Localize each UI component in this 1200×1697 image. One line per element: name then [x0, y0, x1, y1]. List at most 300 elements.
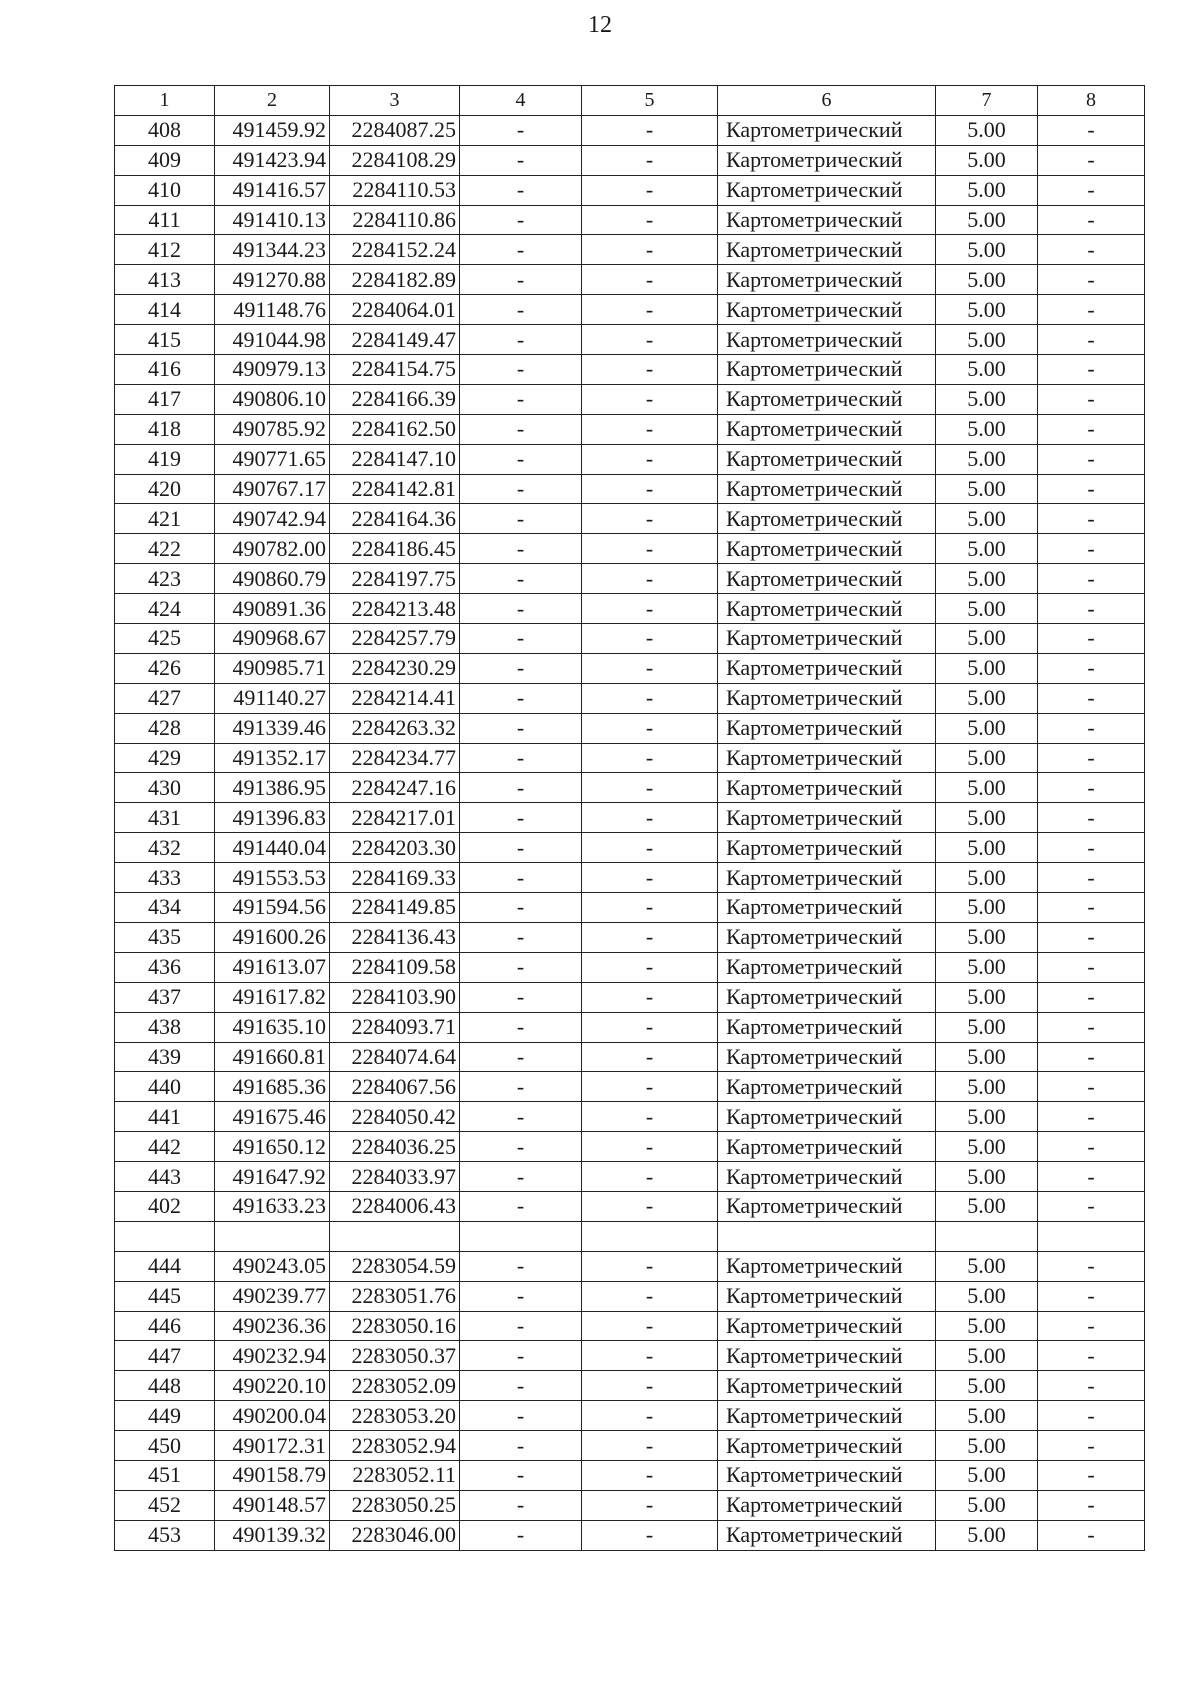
table-row — [115, 653, 1145, 683]
x-coordinate-cell: 491339.46 — [215, 713, 330, 743]
column-5-cell: - — [582, 1520, 718, 1550]
table-row — [115, 1132, 1145, 1162]
column-4-cell: - — [460, 1191, 582, 1221]
column-5-cell: - — [582, 115, 718, 145]
table-row — [115, 1401, 1145, 1431]
accuracy-cell: 5.00 — [936, 594, 1038, 624]
column-8-cell: - — [1038, 653, 1145, 683]
x-coordinate-cell: 490239.77 — [215, 1281, 330, 1311]
column-5-cell: - — [582, 1460, 718, 1490]
y-coordinate-cell: 2284050.42 — [330, 1102, 460, 1132]
x-coordinate-cell: 491344.23 — [215, 235, 330, 265]
column-8-cell: - — [1038, 952, 1145, 982]
column-8-cell: - — [1038, 624, 1145, 654]
column-4-cell: - — [460, 474, 582, 504]
column-8-cell: - — [1038, 713, 1145, 743]
point-number-cell: 445 — [115, 1281, 215, 1311]
column-4-cell: - — [460, 773, 582, 803]
column-8-cell: - — [1038, 922, 1145, 952]
table-header-row — [115, 86, 1145, 116]
table-row — [115, 414, 1145, 444]
point-number-cell: 419 — [115, 444, 215, 474]
column-4-cell: - — [460, 1132, 582, 1162]
method-cell: Картометрический — [718, 952, 936, 982]
method-cell: Картометрический — [718, 1371, 936, 1401]
table-row — [115, 743, 1145, 773]
column-4-cell: - — [460, 863, 582, 893]
point-number-cell: 446 — [115, 1311, 215, 1341]
column-8-cell: - — [1038, 773, 1145, 803]
y-coordinate-cell: 2284164.36 — [330, 504, 460, 534]
column-8-cell: - — [1038, 534, 1145, 564]
point-number-cell: 442 — [115, 1132, 215, 1162]
column-8-cell: - — [1038, 1191, 1145, 1221]
x-coordinate-cell: 490148.57 — [215, 1490, 330, 1520]
column-8-cell: - — [1038, 1072, 1145, 1102]
table-row — [115, 1311, 1145, 1341]
column-4-cell: - — [460, 683, 582, 713]
y-coordinate-cell: 2283051.76 — [330, 1281, 460, 1311]
column-5-cell: - — [582, 653, 718, 683]
column-5-cell: - — [582, 713, 718, 743]
column-5-cell: - — [582, 235, 718, 265]
column-header: 7 — [936, 86, 1038, 116]
point-number-cell: 418 — [115, 414, 215, 444]
accuracy-cell: 5.00 — [936, 1102, 1038, 1132]
accuracy-cell: 5.00 — [936, 1490, 1038, 1520]
column-4-cell: - — [460, 743, 582, 773]
y-coordinate-cell: 2283050.16 — [330, 1311, 460, 1341]
accuracy-cell: 5.00 — [936, 414, 1038, 444]
x-coordinate-cell: 491423.94 — [215, 145, 330, 175]
accuracy-cell: 5.00 — [936, 1162, 1038, 1192]
y-coordinate-cell: 2284147.10 — [330, 444, 460, 474]
y-coordinate-cell: 2284036.25 — [330, 1132, 460, 1162]
point-number-cell: 431 — [115, 803, 215, 833]
table-row — [115, 1520, 1145, 1550]
y-coordinate-cell: 2283050.37 — [330, 1341, 460, 1371]
accuracy-cell: 5.00 — [936, 1042, 1038, 1072]
method-cell: Картометрический — [718, 922, 936, 952]
x-coordinate-cell: 491386.95 — [215, 773, 330, 803]
column-5-cell: - — [582, 175, 718, 205]
column-4-cell: - — [460, 384, 582, 414]
method-cell: Картометрический — [718, 833, 936, 863]
table-row — [115, 922, 1145, 952]
column-4-cell: - — [460, 1072, 582, 1102]
column-5-cell: - — [582, 265, 718, 295]
column-8-cell: - — [1038, 1311, 1145, 1341]
accuracy-cell: 5.00 — [936, 833, 1038, 863]
column-5-cell: - — [582, 504, 718, 534]
accuracy-cell: 5.00 — [936, 474, 1038, 504]
column-5-cell: - — [582, 444, 718, 474]
column-header: 3 — [330, 86, 460, 116]
column-5-cell: - — [582, 1281, 718, 1311]
method-cell: Картометрический — [718, 115, 936, 145]
table-row — [115, 1460, 1145, 1490]
point-number-cell: 439 — [115, 1042, 215, 1072]
column-8-cell: - — [1038, 1132, 1145, 1162]
y-coordinate-cell: 2283052.09 — [330, 1371, 460, 1401]
accuracy-cell: 5.00 — [936, 803, 1038, 833]
accuracy-cell: 5.00 — [936, 1012, 1038, 1042]
accuracy-cell: 5.00 — [936, 115, 1038, 145]
column-4-cell: - — [460, 594, 582, 624]
point-number-cell: 420 — [115, 474, 215, 504]
column-8-cell: - — [1038, 175, 1145, 205]
column-8-cell: - — [1038, 893, 1145, 923]
column-8-cell: - — [1038, 474, 1145, 504]
column-5-cell: - — [582, 922, 718, 952]
column-4-cell: - — [460, 265, 582, 295]
column-8-cell: - — [1038, 1520, 1145, 1550]
y-coordinate-cell: 2284108.29 — [330, 145, 460, 175]
column-4-cell: - — [460, 145, 582, 175]
y-coordinate-cell: 2284162.50 — [330, 414, 460, 444]
point-number-cell: 402 — [115, 1191, 215, 1221]
column-4-cell: - — [460, 982, 582, 1012]
method-cell: Картометрический — [718, 713, 936, 743]
column-8-cell: - — [1038, 295, 1145, 325]
table-row — [115, 325, 1145, 355]
table-row — [115, 384, 1145, 414]
method-cell: Картометрический — [718, 773, 936, 803]
accuracy-cell: 5.00 — [936, 922, 1038, 952]
point-number-cell: 440 — [115, 1072, 215, 1102]
column-8-cell: - — [1038, 355, 1145, 385]
y-coordinate-cell: 2284093.71 — [330, 1012, 460, 1042]
table-row — [115, 265, 1145, 295]
accuracy-cell: 5.00 — [936, 1281, 1038, 1311]
point-number-cell: 413 — [115, 265, 215, 295]
y-coordinate-cell: 2284110.86 — [330, 205, 460, 235]
accuracy-cell: 5.00 — [936, 653, 1038, 683]
accuracy-cell: 5.00 — [936, 1371, 1038, 1401]
table-body — [115, 115, 1145, 1550]
column-4-cell: - — [460, 893, 582, 923]
point-number-cell: 417 — [115, 384, 215, 414]
point-number-cell: 411 — [115, 205, 215, 235]
y-coordinate-cell: 2283052.11 — [330, 1460, 460, 1490]
column-header: 8 — [1038, 86, 1145, 116]
x-coordinate-cell: 491440.04 — [215, 833, 330, 863]
x-coordinate-cell: 490172.31 — [215, 1431, 330, 1461]
y-coordinate-cell: 2284217.01 — [330, 803, 460, 833]
point-number-cell: 409 — [115, 145, 215, 175]
accuracy-cell: 5.00 — [936, 235, 1038, 265]
column-5-cell: - — [582, 594, 718, 624]
x-coordinate-cell: 491613.07 — [215, 952, 330, 982]
column-5-cell: - — [582, 145, 718, 175]
column-5-cell: - — [582, 1132, 718, 1162]
x-coordinate-cell: 491635.10 — [215, 1012, 330, 1042]
column-4-cell: - — [460, 414, 582, 444]
column-header: 6 — [718, 86, 936, 116]
column-8-cell: - — [1038, 1102, 1145, 1132]
y-coordinate-cell: 2284087.25 — [330, 115, 460, 145]
table-row — [115, 594, 1145, 624]
x-coordinate-cell: 490158.79 — [215, 1460, 330, 1490]
column-5-cell: - — [582, 1341, 718, 1371]
accuracy-cell: 5.00 — [936, 534, 1038, 564]
x-coordinate-cell: 490985.71 — [215, 653, 330, 683]
column-5-cell: - — [582, 893, 718, 923]
y-coordinate-cell: 2284166.39 — [330, 384, 460, 414]
accuracy-cell: 5.00 — [936, 1311, 1038, 1341]
column-4-cell: - — [460, 1311, 582, 1341]
table-row — [115, 952, 1145, 982]
column-8-cell — [1038, 1221, 1145, 1251]
column-4-cell: - — [460, 1520, 582, 1550]
accuracy-cell: 5.00 — [936, 564, 1038, 594]
column-8-cell: - — [1038, 1490, 1145, 1520]
table-row — [115, 982, 1145, 1012]
method-cell: Картометрический — [718, 295, 936, 325]
x-coordinate-cell: 491617.82 — [215, 982, 330, 1012]
table-row — [115, 1191, 1145, 1221]
method-cell: Картометрический — [718, 564, 936, 594]
x-coordinate-cell: 490200.04 — [215, 1401, 330, 1431]
point-number-cell: 430 — [115, 773, 215, 803]
x-coordinate-cell: 491650.12 — [215, 1132, 330, 1162]
column-8-cell: - — [1038, 1371, 1145, 1401]
y-coordinate-cell: 2284263.32 — [330, 713, 460, 743]
column-5-cell: - — [582, 205, 718, 235]
column-8-cell: - — [1038, 743, 1145, 773]
column-5-cell: - — [582, 833, 718, 863]
table-row — [115, 1072, 1145, 1102]
point-number-cell: 423 — [115, 564, 215, 594]
column-5-cell: - — [582, 1042, 718, 1072]
table-row — [115, 115, 1145, 145]
table-row — [115, 474, 1145, 504]
column-8-cell: - — [1038, 564, 1145, 594]
x-coordinate-cell: 491416.57 — [215, 175, 330, 205]
method-cell: Картометрический — [718, 1311, 936, 1341]
method-cell: Картометрический — [718, 1072, 936, 1102]
point-number-cell: 421 — [115, 504, 215, 534]
column-5-cell: - — [582, 1371, 718, 1401]
page-number: 12 — [588, 12, 612, 38]
column-4-cell: - — [460, 504, 582, 534]
column-5-cell: - — [582, 414, 718, 444]
column-4-cell: - — [460, 295, 582, 325]
method-cell: Картометрический — [718, 1401, 936, 1431]
column-8-cell: - — [1038, 414, 1145, 444]
point-number-cell: 436 — [115, 952, 215, 982]
accuracy-cell: 5.00 — [936, 1520, 1038, 1550]
x-coordinate-cell: 490979.13 — [215, 355, 330, 385]
column-4-cell: - — [460, 355, 582, 385]
point-number-cell: 416 — [115, 355, 215, 385]
method-cell: Картометрический — [718, 863, 936, 893]
accuracy-cell: 5.00 — [936, 444, 1038, 474]
point-number-cell: 433 — [115, 863, 215, 893]
method-cell: Картометрический — [718, 474, 936, 504]
x-coordinate-cell: 491140.27 — [215, 683, 330, 713]
table-row — [115, 534, 1145, 564]
method-cell — [718, 1221, 936, 1251]
column-8-cell: - — [1038, 1431, 1145, 1461]
table-row — [115, 1162, 1145, 1192]
column-8-cell: - — [1038, 594, 1145, 624]
column-5-cell: - — [582, 773, 718, 803]
column-5-cell: - — [582, 534, 718, 564]
x-coordinate-cell: 491270.88 — [215, 265, 330, 295]
accuracy-cell: 5.00 — [936, 1132, 1038, 1162]
table-row — [115, 175, 1145, 205]
column-5-cell: - — [582, 564, 718, 594]
point-number-cell: 427 — [115, 683, 215, 713]
point-number-cell: 435 — [115, 922, 215, 952]
method-cell: Картометрический — [718, 414, 936, 444]
table-row — [115, 1281, 1145, 1311]
x-coordinate-cell: 490891.36 — [215, 594, 330, 624]
column-5-cell: - — [582, 1401, 718, 1431]
accuracy-cell: 5.00 — [936, 893, 1038, 923]
column-4-cell: - — [460, 833, 582, 863]
column-5-cell: - — [582, 743, 718, 773]
y-coordinate-cell: 2284234.77 — [330, 743, 460, 773]
point-number-cell: 452 — [115, 1490, 215, 1520]
table-row — [115, 205, 1145, 235]
y-coordinate-cell: 2284074.64 — [330, 1042, 460, 1072]
x-coordinate-cell: 490236.36 — [215, 1311, 330, 1341]
column-8-cell: - — [1038, 325, 1145, 355]
method-cell: Картометрический — [718, 743, 936, 773]
column-5-cell: - — [582, 803, 718, 833]
column-5-cell: - — [582, 1251, 718, 1281]
column-5-cell: - — [582, 1191, 718, 1221]
x-coordinate-cell: 490742.94 — [215, 504, 330, 534]
column-5-cell: - — [582, 952, 718, 982]
point-number-cell: 441 — [115, 1102, 215, 1132]
x-coordinate-cell: 491600.26 — [215, 922, 330, 952]
y-coordinate-cell: 2284214.41 — [330, 683, 460, 713]
accuracy-cell: 5.00 — [936, 145, 1038, 175]
x-coordinate-cell: 491633.23 — [215, 1191, 330, 1221]
accuracy-cell: 5.00 — [936, 384, 1038, 414]
column-header: 2 — [215, 86, 330, 116]
x-coordinate-cell: 491685.36 — [215, 1072, 330, 1102]
y-coordinate-cell: 2284006.43 — [330, 1191, 460, 1221]
column-8-cell: - — [1038, 1401, 1145, 1431]
x-coordinate-cell: 491352.17 — [215, 743, 330, 773]
method-cell: Картометрический — [718, 355, 936, 385]
x-coordinate-cell: 490243.05 — [215, 1251, 330, 1281]
y-coordinate-cell: 2284182.89 — [330, 265, 460, 295]
accuracy-cell: 5.00 — [936, 205, 1038, 235]
table-row — [115, 564, 1145, 594]
point-number-cell: 443 — [115, 1162, 215, 1192]
y-coordinate-cell: 2284152.24 — [330, 235, 460, 265]
x-coordinate-cell: 491553.53 — [215, 863, 330, 893]
column-5-cell: - — [582, 1162, 718, 1192]
method-cell: Картометрический — [718, 803, 936, 833]
method-cell: Картометрический — [718, 1460, 936, 1490]
y-coordinate-cell: 2284064.01 — [330, 295, 460, 325]
column-4-cell: - — [460, 952, 582, 982]
y-coordinate-cell: 2283052.94 — [330, 1431, 460, 1461]
point-number-cell: 424 — [115, 594, 215, 624]
y-coordinate-cell: 2284109.58 — [330, 952, 460, 982]
x-coordinate-cell: 490767.17 — [215, 474, 330, 504]
table-row — [115, 683, 1145, 713]
y-coordinate-cell: 2284149.47 — [330, 325, 460, 355]
column-4-cell: - — [460, 1341, 582, 1371]
column-4-cell: - — [460, 534, 582, 564]
table-row — [115, 444, 1145, 474]
method-cell: Картометрический — [718, 265, 936, 295]
point-number-cell: 410 — [115, 175, 215, 205]
y-coordinate-cell: 2284033.97 — [330, 1162, 460, 1192]
accuracy-cell: 5.00 — [936, 1431, 1038, 1461]
method-cell: Картометрический — [718, 1162, 936, 1192]
column-8-cell: - — [1038, 444, 1145, 474]
x-coordinate-cell: 491675.46 — [215, 1102, 330, 1132]
column-5-cell: - — [582, 1012, 718, 1042]
column-5-cell: - — [582, 683, 718, 713]
x-coordinate-cell: 491459.92 — [215, 115, 330, 145]
table-row — [115, 145, 1145, 175]
method-cell: Картометрический — [718, 1012, 936, 1042]
column-8-cell: - — [1038, 235, 1145, 265]
method-cell: Картометрический — [718, 534, 936, 564]
point-number-cell: 432 — [115, 833, 215, 863]
column-8-cell: - — [1038, 803, 1145, 833]
column-5-cell: - — [582, 295, 718, 325]
point-number-cell: 408 — [115, 115, 215, 145]
column-4-cell: - — [460, 624, 582, 654]
column-4-cell: - — [460, 1490, 582, 1520]
column-8-cell: - — [1038, 863, 1145, 893]
x-coordinate-cell: 490806.10 — [215, 384, 330, 414]
accuracy-cell: 5.00 — [936, 325, 1038, 355]
column-8-cell: - — [1038, 1251, 1145, 1281]
method-cell: Картометрический — [718, 683, 936, 713]
method-cell: Картометрический — [718, 653, 936, 683]
point-number-cell: 434 — [115, 893, 215, 923]
column-5-cell: - — [582, 1431, 718, 1461]
method-cell: Картометрический — [718, 1281, 936, 1311]
y-coordinate-cell: 2284149.85 — [330, 893, 460, 923]
column-5-cell: - — [582, 1311, 718, 1341]
method-cell: Картометрический — [718, 594, 936, 624]
column-4-cell: - — [460, 235, 582, 265]
column-4-cell: - — [460, 1102, 582, 1132]
x-coordinate-cell: 490139.32 — [215, 1520, 330, 1550]
column-8-cell: - — [1038, 1341, 1145, 1371]
point-number-cell: 415 — [115, 325, 215, 355]
y-coordinate-cell: 2284230.29 — [330, 653, 460, 683]
x-coordinate-cell: 490782.00 — [215, 534, 330, 564]
column-4-cell — [460, 1221, 582, 1251]
table-row — [115, 1102, 1145, 1132]
x-coordinate-cell: 491647.92 — [215, 1162, 330, 1192]
column-4-cell: - — [460, 1371, 582, 1401]
accuracy-cell: 5.00 — [936, 863, 1038, 893]
point-number-cell: 428 — [115, 713, 215, 743]
column-4-cell: - — [460, 325, 582, 355]
method-cell: Картометрический — [718, 1341, 936, 1371]
y-coordinate-cell — [330, 1221, 460, 1251]
x-coordinate-cell: 490785.92 — [215, 414, 330, 444]
column-5-cell: - — [582, 355, 718, 385]
table-row — [115, 833, 1145, 863]
column-4-cell: - — [460, 1012, 582, 1042]
column-8-cell: - — [1038, 1460, 1145, 1490]
